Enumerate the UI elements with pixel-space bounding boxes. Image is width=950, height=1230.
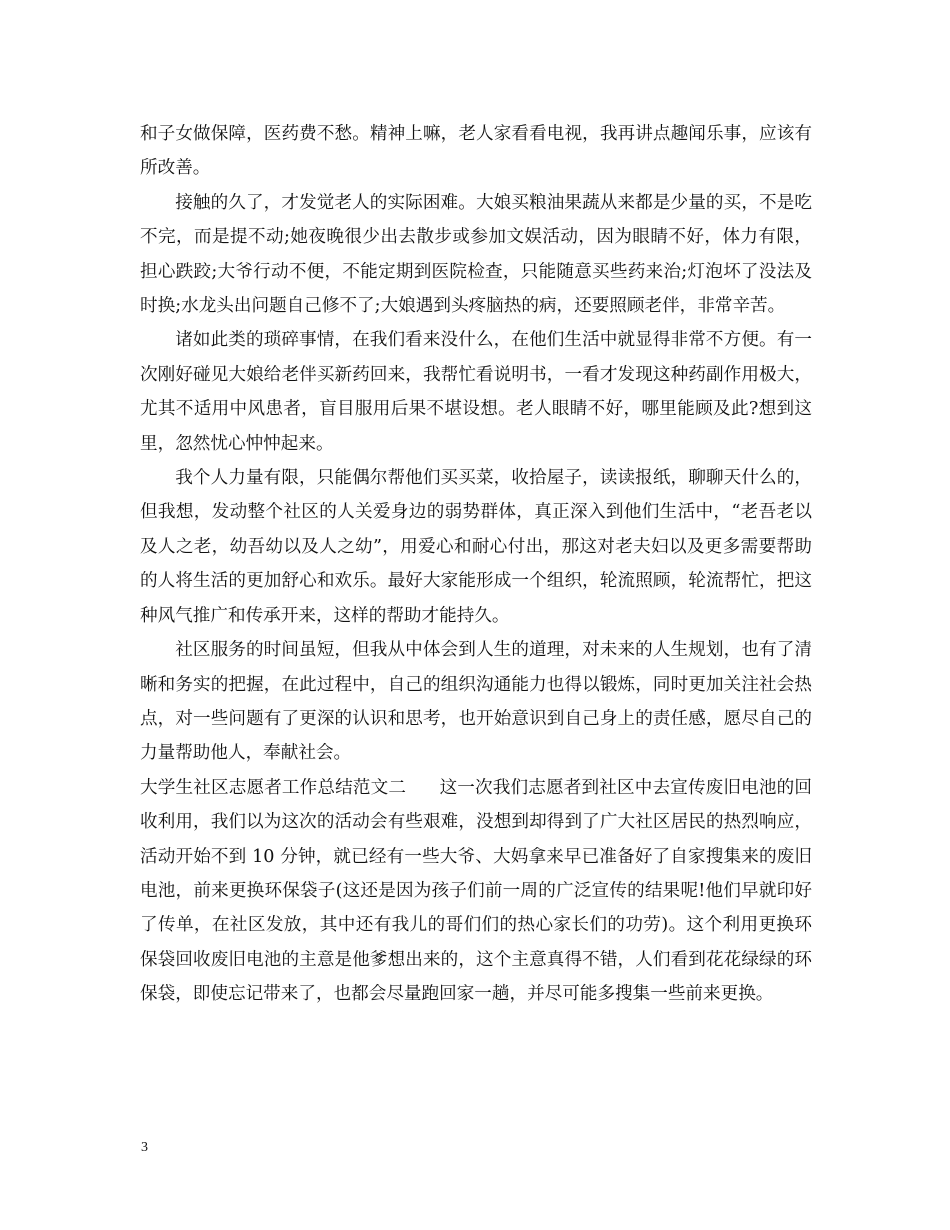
paragraph-1: 和子女做保障，医药费不愁。精神上嘛，老人家看看电视，我再讲点趣闻乐事，应该有所改善。	[140, 124, 812, 179]
paragraph-3: 诸如此类的琐碎事情，在我们看来没什么，在他们生活中就显得非常不方便。有一次刚好碰见大娘给老伴买新药回来，我帮忙看说明书，一看才发现这种药副作用极大，尤其不适用中风患者，盲目服用后果不堪设想。老人眼睛不好，哪里能顾及此?想到这里，忽然忧心忡忡起来。	[140, 330, 812, 454]
section-heading: 大学生社区志愿者工作总结范文二	[140, 777, 407, 798]
paragraph-2: 接触的久了，才发觉老人的实际困难。大娘买粮油果蔬从来都是少量的买，不是吃不完，而是提不动;她夜晚很少出去散步或参加文娱活动，因为眼睛不好，体力有限，担心跌跤;大爷行动不便，不能定期到医院检查，只能随意买些药来治;灯泡坏了没法及时换;水龙头出问题自己修不了;大娘遇到头疼脑热的病，还要照顾老伴，非常辛苦。	[140, 192, 812, 317]
page-number: 3	[141, 1140, 148, 1155]
section-paragraph	[140, 771, 812, 1012]
document-body	[140, 117, 812, 1012]
paragraph-4: 我个人力量有限，只能偶尔帮他们买买菜，收拾屋子，读读报纸，聊聊天什么的，但我想，发动整个社区的人关爱身边的弱势群体，真正深入到他们生活中，“老吾老以及人之老，幼吾幼以及人之幼”，用爱心和耐心付出，那这对老夫妇以及更多需要帮助的人将生活的更加舒心和欢乐。最好大家能形成一个组织，轮流照顾，轮流帮忙，把这种风气推广和传承开来，这样的帮助才能持久。	[140, 468, 812, 626]
paragraph-5: 社区服务的时间虽短，但我从中体会到人生的道理，对未来的人生规划，也有了清晰和务实的把握，在此过程中，自己的组织沟通能力也得以锻炼，同时更加关注社会热点，对一些问题有了更深的认识和思考，也开始意识到自己身上的责任感，愿尽自己的力量帮助他人，奉献社会。	[140, 640, 812, 764]
section-text: 这一次我们志愿者到社区中去宣传废旧电池的回收利用，我们以为这次的活动会有些艰难，没想到却得到了广大社区居民的热烈响应，活动开始不到 10 分钟，就已经有一些大爷、大妈拿来早已准备好了自家搜集来的废旧电池，前来更换环保袋子(这还是因为孩子们前一周的广泛宣传的结果呢!他们早就印好了传单，在社区发放，其中还有我儿的哥们们的热心家长们的功劳)。这个利用更换环保袋回收废旧电池的主意是他爹想出来的，这个主意真得不错，人们看到花花绿绿的环保袋，即使忘记带来了，也都会尽量跑回家一趟，并尽可能多搜集一些前来更换。	[140, 777, 812, 1005]
